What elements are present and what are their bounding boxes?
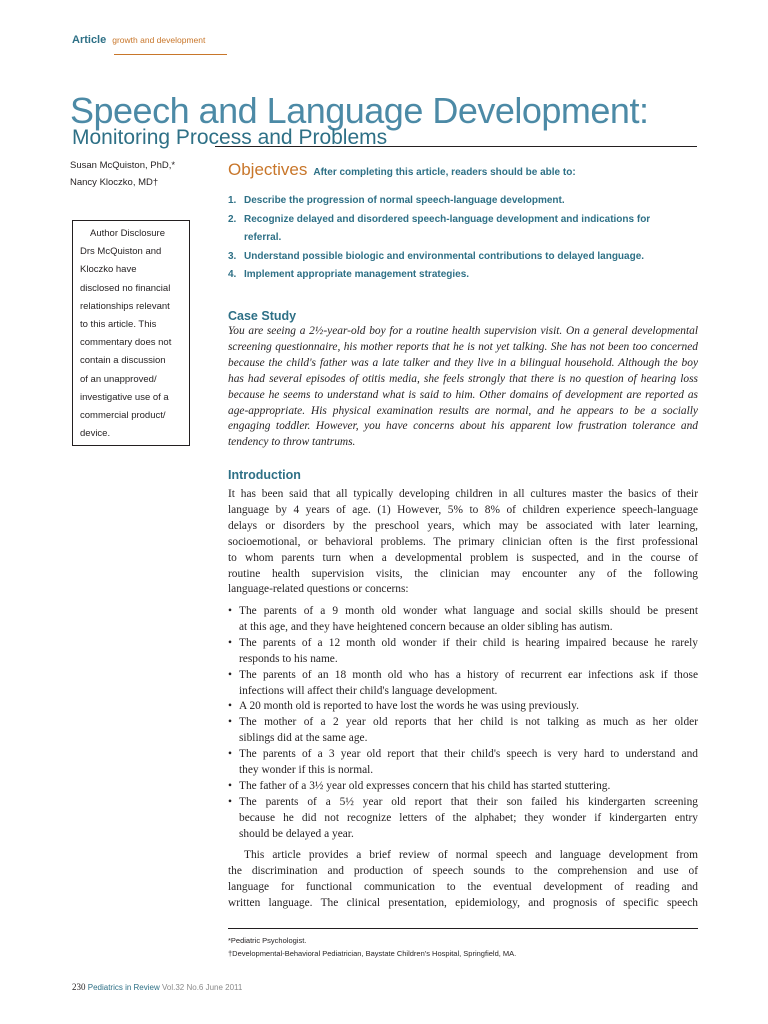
list-item-line: at this age, and they have heightened concern because an older sibling has autism. — [239, 620, 613, 633]
disclosure-heading: Author Disclosure — [90, 228, 165, 239]
list-item-line: The parents of a 9 month old wonder what language and social skills should be present — [239, 605, 698, 617]
objective-item — [228, 192, 688, 211]
text-line: It has been said that all typically developing children in all cultures master the basics of their — [228, 488, 698, 500]
list-item — [228, 795, 698, 843]
objective-text: Understand possible biologic and environmental contributions to delayed language. — [244, 250, 645, 262]
section-label: Article — [72, 34, 107, 46]
author-disclosure-box — [72, 220, 190, 446]
objective-number: 4. — [228, 269, 237, 280]
disclosure-line: commentary does not — [80, 337, 172, 349]
list-item — [228, 604, 698, 636]
disclosure-line: contain a discussion — [80, 355, 166, 367]
objectives-section — [228, 160, 688, 280]
case-study-heading: Case Study — [228, 309, 297, 323]
disclosure-line: to this article. This — [80, 319, 157, 331]
list-item-line: The parents of a 3 year old report that their child's speech is very hard to understand and — [239, 748, 698, 761]
list-item-line: The mother of a 2 year old reports that her child is not talking as much as her older — [239, 716, 698, 729]
bullet-mark: • — [228, 779, 232, 792]
text-line: language for functional communication to the eventual development of reading and — [228, 880, 698, 893]
disclosure-line: Kloczko have — [80, 264, 137, 276]
bullet-mark: • — [228, 748, 232, 761]
author-1: Susan McQuiston, PhD,* — [70, 160, 176, 171]
bullet-mark: • — [228, 716, 232, 729]
bullet-mark: • — [228, 700, 232, 713]
objective-text: Recognize delayed and disordered speech-language development and indications for referral. — [244, 213, 651, 243]
disclosure-line: device. — [80, 428, 111, 440]
bullet-mark: • — [228, 795, 232, 808]
author-list — [70, 157, 175, 191]
list-item — [228, 668, 698, 700]
disclosure-line: investigative use of a — [80, 391, 169, 403]
page-number: 230 — [72, 982, 86, 992]
text-line: the discrimination and production of speech sounds to the comprehension and use of — [228, 864, 698, 877]
list-item-line: infections will affect their child's language development. — [239, 684, 498, 697]
text-line: language-related questions or concerns: — [228, 583, 409, 596]
list-item — [228, 699, 698, 715]
text-line: This article provides a brief review of normal speech and language development from — [244, 849, 698, 861]
bullet-mark: • — [228, 668, 232, 681]
footnote-rule — [228, 928, 698, 929]
journal-name: Pediatrics in Review — [87, 983, 160, 992]
list-item-line: responds to his name. — [239, 652, 338, 665]
list-item-line: The parents of a 5½ year old report that their son failed his kindergarten screening — [239, 795, 698, 808]
case-study-text: You are seeing a 2½-year-old boy for a routine health supervision visit. On a general developmental screening questionnaire, his mother reports that he is not yet talking. She has not been too concerned because the child's father was a late talker and they live in a bilingual household. Although the boy has had several episodes of otitis media, she feels strongly that there is no question of hearing loss because he seems to understand what is said to him. Other domains of development are reported as age-appropriate. His physical examination results are normal, and he appears to be a socially engaging toddler. However, you have concerns about his apparent low frustration tolerance and tendency to throw tantrums. — [228, 325, 698, 449]
disclosure-line: relationships relevant — [80, 300, 170, 312]
closing-paragraph — [228, 848, 698, 912]
disclosure-line: disclosed no financial — [80, 282, 171, 294]
footnote: †Developmental-Behavioral Pediatrician, Baystate Children's Hospital, Springfield, MA. — [228, 948, 517, 958]
article-subtitle: Monitoring Process and Problems — [72, 126, 388, 149]
objectives-list — [228, 192, 688, 285]
footnotes — [228, 935, 516, 960]
objective-number: 1. — [228, 195, 237, 206]
objectives-heading: Objectives — [228, 160, 308, 179]
list-item-line: because he did not recognize letters of the alphabet; they wonder if kindergarten entry — [239, 811, 698, 824]
objective-item — [228, 266, 688, 285]
bullet-mark: • — [228, 636, 232, 649]
text-line: delays or disorders by the preschool years, which may be associated with later learning, — [228, 519, 698, 532]
author-2: Nancy Kloczko, MD† — [70, 177, 159, 188]
footnote: *Pediatric Psychologist. — [228, 936, 307, 945]
list-item-line: they wonder if this is normal. — [239, 764, 374, 777]
concerns-list — [228, 604, 698, 843]
text-line: written language. The clinical presentation, epidemiology, and prognosis of specific speech — [228, 896, 698, 909]
list-item — [228, 779, 698, 795]
objective-text: Implement appropriate management strategies. — [244, 269, 470, 280]
list-item — [228, 747, 698, 779]
introduction-heading: Introduction — [228, 468, 301, 482]
title-rule — [215, 146, 697, 147]
objective-text: Describe the progression of normal speech-language development. — [244, 195, 565, 206]
objective-item — [228, 248, 688, 267]
text-line: routine health supervision visits, the clinician may encounter any of the following — [228, 567, 698, 580]
category-label: growth and development — [112, 35, 206, 45]
disclosure-line: Drs McQuiston and — [80, 246, 162, 258]
objective-number: 3. — [228, 250, 237, 262]
text-line: language by 4 years of age. (1) However, 5% to 8% of children experience speech-language — [228, 503, 698, 516]
disclosure-line: of an unapproved/ — [80, 373, 157, 385]
page-footer — [72, 982, 242, 992]
header-rule — [114, 54, 227, 55]
objective-number: 2. — [228, 213, 237, 225]
list-item — [228, 636, 698, 668]
running-header — [72, 34, 205, 46]
list-item-line: The parents of an 18 month old who has a history of recurrent ear infections ask if those — [239, 668, 698, 681]
text-line: to whom parents turn when a developmental problem is suspected, and in the course of — [228, 551, 698, 564]
bullet-mark: • — [228, 605, 232, 617]
list-item-line: siblings did at the same age. — [239, 732, 368, 745]
objective-item — [228, 211, 688, 248]
journal-volume: Vol.32 No.6 June 2011 — [162, 983, 243, 992]
article-title: Speech and Language Development: — [70, 90, 649, 131]
list-item-line: A 20 month old is reported to have lost the words he was using previously. — [239, 700, 579, 713]
objectives-intro: After completing this article, readers should be able to: — [313, 167, 576, 178]
list-item — [228, 715, 698, 747]
list-item-line: The parents of a 12 month old wonder if their child is hearing impaired because he rarely — [239, 636, 698, 649]
list-item-line: The father of a 3½ year old expresses concern that his child has started stuttering. — [239, 779, 611, 792]
disclosure-line: commercial product/ — [80, 410, 166, 422]
list-item-line: should be delayed a year. — [239, 827, 354, 840]
text-line: socioemotional, or behavioral problems. The primary clinician often is the first professional — [228, 535, 698, 548]
introduction-paragraph — [228, 487, 698, 598]
